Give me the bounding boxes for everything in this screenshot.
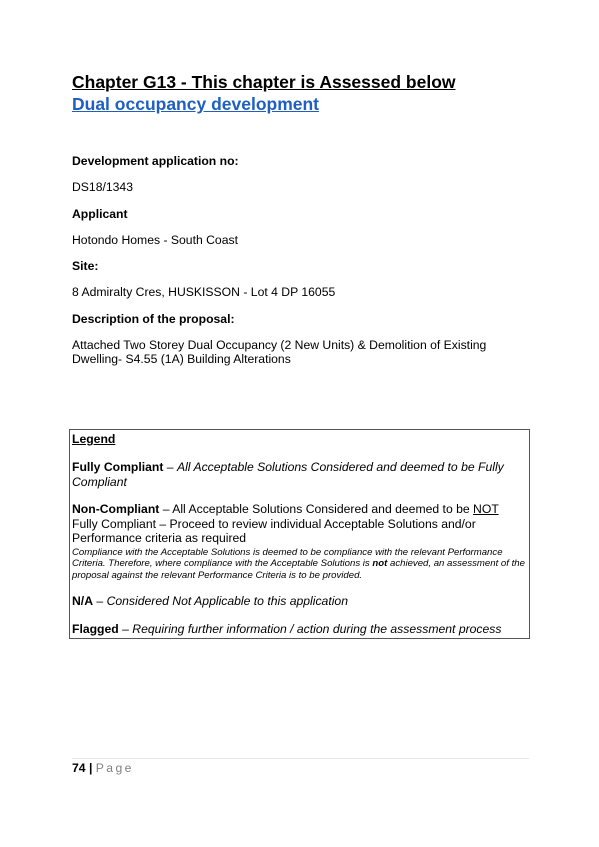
applicant-label: Applicant (72, 206, 128, 221)
note-part2: achieved, an assessment of the proposal against the relevant Performance Criteria is to be provided. (72, 558, 525, 581)
chapter-title: Chapter G13 - This chapter is Assessed below (72, 72, 456, 92)
dev-app-label: Development application no: (72, 154, 239, 168)
description-value: Attached Two Storey Dual Occupancy (2 New Units) & Demolition of Existing Dwelling- S4.55 (1A) Building Alterations (72, 337, 487, 366)
non-compliant-desc-part1: – All Acceptable Solutions Considered and deemed to be (159, 502, 474, 516)
legend-flagged (72, 622, 527, 637)
page-footer (72, 758, 529, 775)
flagged-desc: Requiring further information / action during the assessment process (132, 621, 502, 636)
applicant-value: Hotondo Homes - South Coast (72, 232, 238, 247)
page-content (72, 72, 529, 379)
na-desc: Considered Not Applicable to this application (106, 594, 348, 608)
fully-compliant-desc: All Acceptable Solutions Considered and deemed to be Fully Compliant (72, 460, 504, 489)
page-word: Page (95, 761, 134, 775)
site-label: Site: (72, 259, 99, 273)
page-separator: | (85, 761, 96, 775)
legend-compliance-note (72, 547, 527, 582)
non-compliant-not: NOT (473, 502, 499, 516)
chapter-subtitle-link[interactable]: Dual occupancy development (72, 94, 320, 114)
dev-app-value: DS18/1343 (72, 180, 133, 194)
non-compliant-desc-part2: Fully Compliant – Proceed to review individual Acceptable Solutions and/or Performance criteria as required (72, 516, 476, 545)
non-compliant-term: Non-Compliant (72, 502, 160, 516)
na-term: N/A (72, 594, 93, 608)
legend-title: Legend (72, 432, 116, 446)
application-details (72, 154, 529, 367)
legend-non-compliant (72, 502, 527, 546)
note-not: not (372, 558, 388, 569)
legend-na (72, 594, 527, 609)
na-dash: – (93, 594, 107, 608)
legend-fully-compliant (72, 460, 527, 489)
flagged-dash: – (118, 621, 133, 636)
flagged-term: Flagged (72, 621, 119, 636)
legend-box (69, 429, 530, 639)
page-number: 74 (72, 761, 86, 775)
site-value: 8 Admiralty Cres, HUSKISSON - Lot 4 DP 16055 (72, 285, 336, 299)
fully-compliant-term: Fully Compliant (72, 460, 164, 474)
note-part1: Compliance with the Acceptable Solutions is deemed to be compliance with the relevant Performance Criteria. Therefore, where compliance with the Acceptable Solutions is (72, 546, 503, 569)
description-label: Description of the proposal: (72, 311, 235, 326)
fully-compliant-dash: – (163, 460, 177, 474)
